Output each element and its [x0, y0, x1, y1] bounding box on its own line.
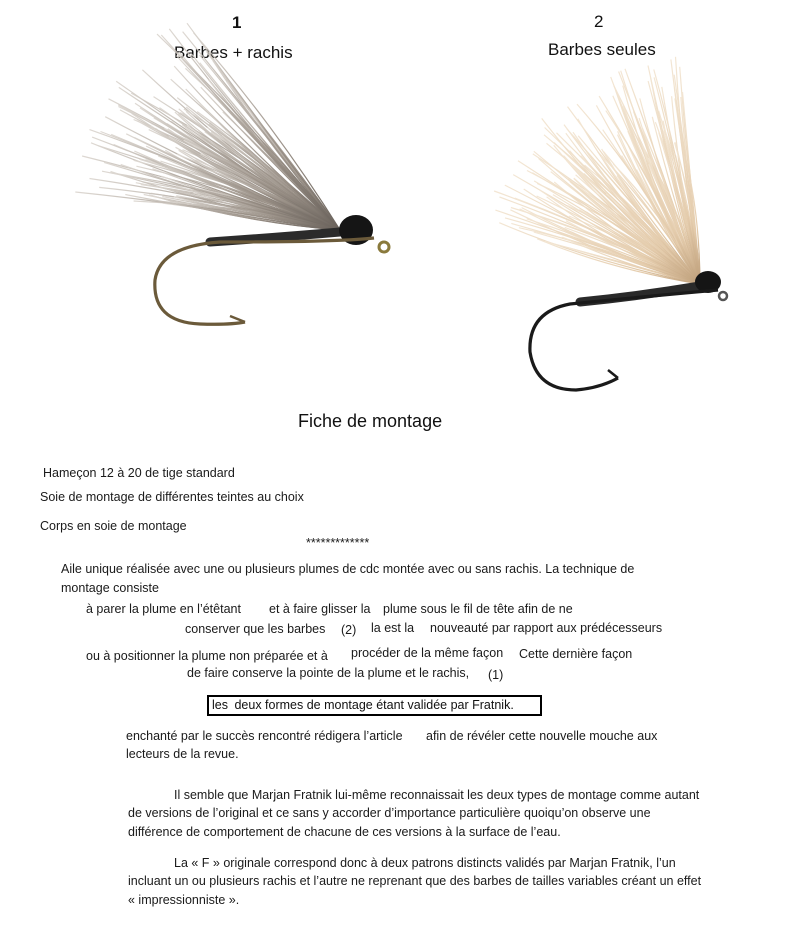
p1-line-2: lecteurs de la revue. [126, 747, 239, 761]
p1-line-1b: afin de révéler cette nouvelle mouche aux [426, 729, 658, 743]
wing-a-part-1: à parer la plume en l’étêtant [86, 602, 241, 616]
figure-2-caption: Barbes seules [548, 40, 656, 59]
p2-line-1: Il semble que Marjan Fratnik lui-même reconnaissait les deux types de montage comme autant [174, 788, 700, 802]
wing-b-part-3: Cette dernière façon [519, 647, 633, 661]
p2-line-2: de versions de l’original et ce sans y accorder d’importance particulière quoiqu’on observe une [128, 806, 651, 820]
fly-2-illustration [450, 60, 750, 400]
wing-a-part-5: (2) [341, 623, 357, 637]
material-silk: Soie de montage de différentes teintes au choix [40, 490, 304, 504]
page-title: Fiche de montage [298, 411, 443, 431]
figure-1-caption: Barbes + rachis [174, 43, 293, 62]
wing-b-part-2: procéder de la même façon [351, 646, 504, 660]
figure-2-number: 2 [594, 12, 604, 31]
validation-box-part-1: les [212, 698, 228, 712]
wing-a-part-4: conserver que les barbes [185, 622, 326, 636]
p3-line-3: « impressionniste ». [128, 893, 240, 907]
figure-1-number: 1 [232, 13, 242, 32]
validation-box-part-2: deux formes de montage étant validée par Fratnik. [234, 698, 514, 712]
wing-a-part-6: la est la [371, 621, 415, 635]
validation-box [207, 695, 542, 716]
wing-b-part-5: (1) [488, 668, 504, 682]
wing-line-1: Aile unique réalisée avec une ou plusieurs plumes de cdc montée avec ou sans rachis. La technique de [61, 562, 635, 576]
material-hook: Hameçon 12 à 20 de tige standard [43, 466, 235, 480]
wing-a-part-2: et à faire glisser la [269, 602, 371, 616]
p1-line-1: enchanté par le succès rencontré rédigera l’article [126, 729, 403, 743]
material-body: Corps en soie de montage [40, 519, 187, 533]
p2-line-3: différence de comportement de chacune de ces versions à la surface de l’eau. [128, 825, 561, 839]
p3-line-1: La « F » originale correspond donc à deux patrons distincts validés par Marjan Fratnik, l’un [174, 856, 676, 870]
fly-1-illustration [40, 60, 400, 350]
wing-line-2: montage consiste [61, 581, 159, 595]
wing-b-part-1: ou à positionner la plume non préparée et à [86, 649, 328, 663]
p3-line-2: incluant un ou plusieurs rachis et l’autre ne reprenant que des barbes de tailles variables créant un effet [128, 874, 702, 888]
wing-b-part-4: de faire conserve la pointe de la plume et le rachis, [187, 666, 470, 680]
separator: ************* [306, 536, 370, 550]
wing-a-part-7: nouveauté par rapport aux prédécesseurs [430, 621, 663, 635]
wing-a-part-3: plume sous le fil de tête afin de ne [383, 602, 573, 616]
